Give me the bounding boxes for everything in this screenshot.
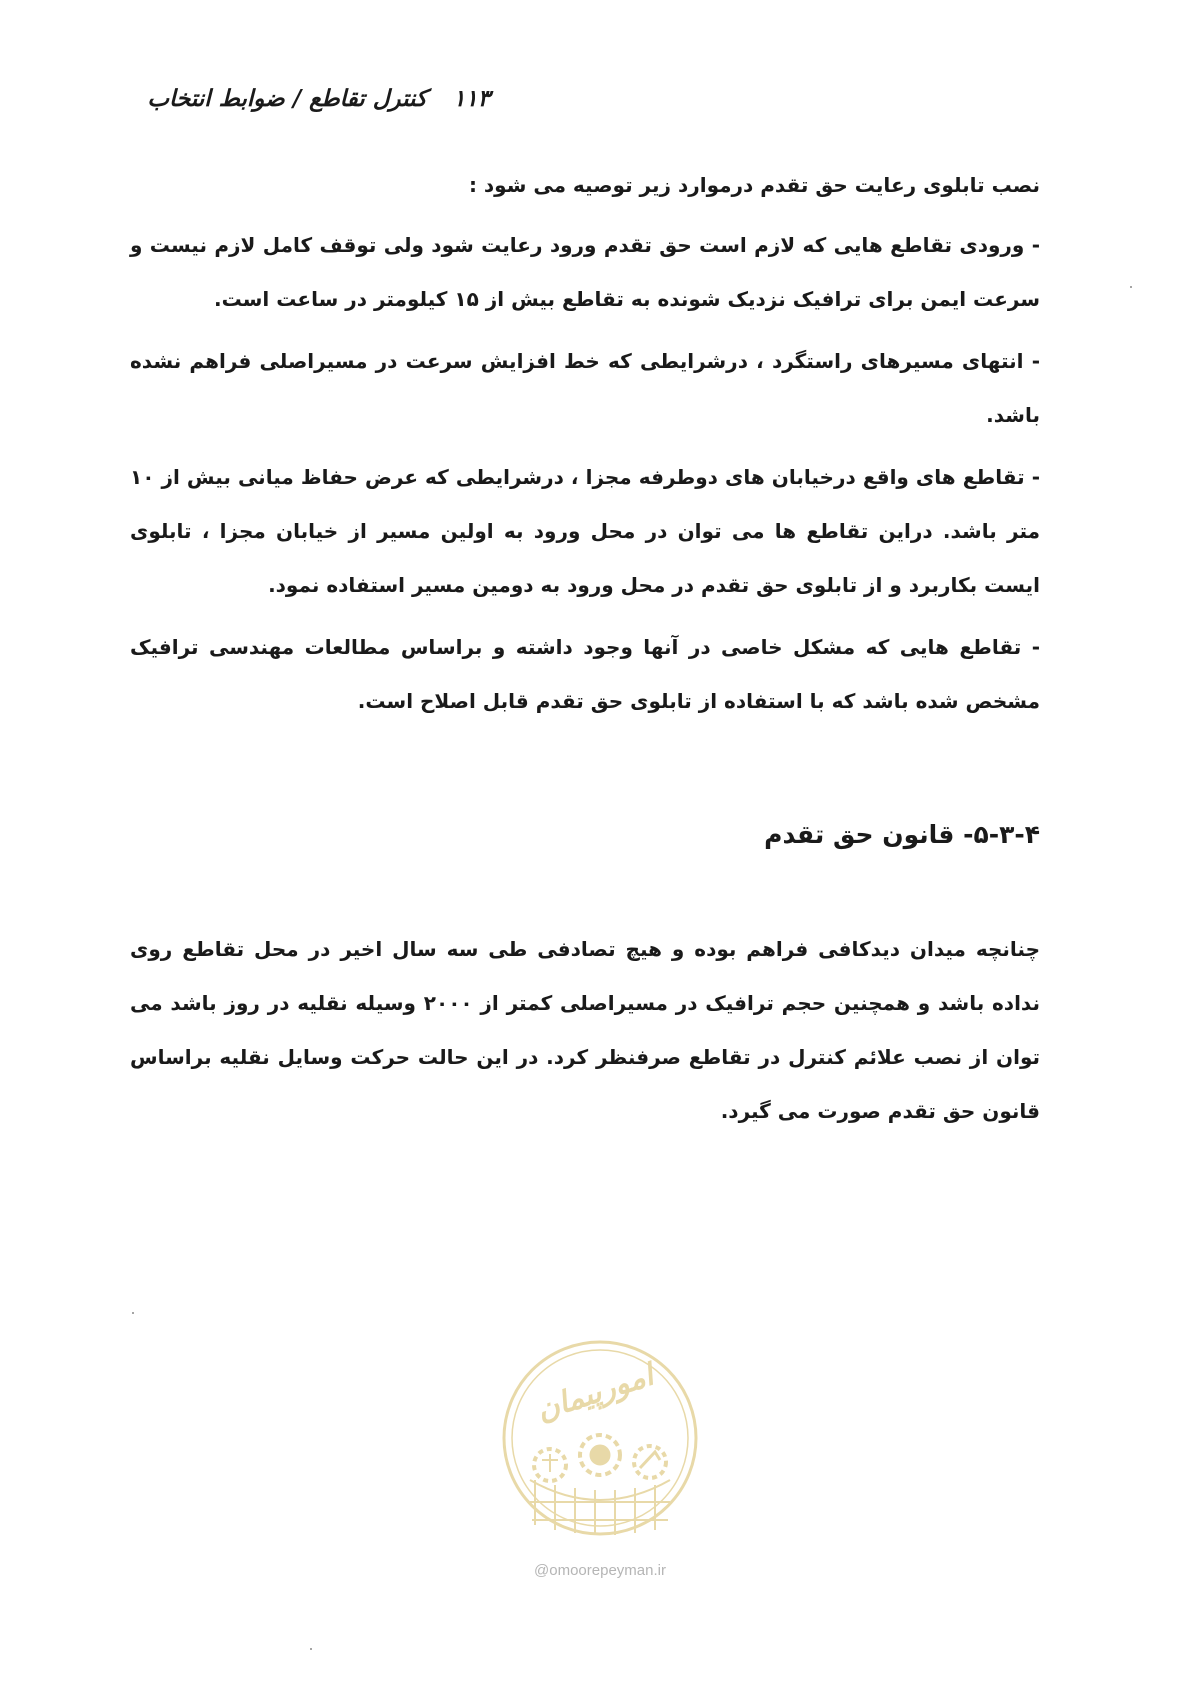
watermark-logo <box>490 1330 710 1560</box>
header-title: کنترل تقاطع / ضوابط انتخاب <box>147 84 427 112</box>
section-paragraph-text: چنانچه میدان دیدکافی فراهم بوده و هیچ تصادفی طی سه سال اخیر در محل تقاطع روی نداده باشد و همچنین حجم ترافیک در مسیراصلی کمتر از ۲۰۰۰ وسیله نقلیه در روز باشد می توان از نصب علائم کنترل در تقاطع صرفنظر کرد. در این حالت حرکت وسایل نقلیه براساس قانون حق تقدم صورت می گیرد. <box>130 937 1040 1123</box>
intro-line <box>130 158 1040 212</box>
scan-speck <box>310 1648 312 1650</box>
section-heading: ۵-۳-۴- قانون حق تقدم <box>764 820 1040 849</box>
watermark-url: @omoorepeyman.ir <box>534 1562 666 1579</box>
watermark-seal-icon <box>504 1342 696 1535</box>
bullet-item-4: - تقاطع هایی که مشکل خاصی در آنها وجود داشته و براساس مطالعات مهندسی ترافیک مشخص شده باشد که با استفاده از تابلوی حق تقدم قابل اصلاح است. <box>130 635 1040 713</box>
scan-speck <box>132 1312 134 1314</box>
scan-speck <box>1130 286 1132 288</box>
bullet-item-1: - ورودی تقاطع هایی که لازم است حق تقدم ورود رعایت شود ولی توقف کامل لازم نیست و سرعت ایمن برای ترافیک نزدیک شونده به تقاطع بیش از ۱۵ کیلومتر در ساعت است. <box>130 233 1040 311</box>
page-number: ۱۱۳ <box>452 84 490 112</box>
bullet-item-3: - تقاطع های واقع درخیابان های دوطرفه مجزا ، درشرایطی که عرض حفاظ میانی بیش از ۱۰ متر باشد. دراین تقاطع ها می توان در محل ورود به اولین مسیر از خیابان مجزا ، تابلوی ایست بکاربرد و از تابلوی حق تقدم در محل ورود به دومین مسیر استفاده نمود. <box>130 465 1040 597</box>
bullet-list <box>130 218 1040 736</box>
section-paragraph <box>130 922 1040 1138</box>
running-header <box>130 78 490 118</box>
watermark-logo-text: امورپیمان <box>532 1357 658 1429</box>
bullet-item-2: - انتهای مسیرهای راستگرد ، درشرایطی که خط افزایش سرعت در مسیراصلی فراهم نشده باشد. <box>130 349 1040 427</box>
intro-text: نصب تابلوی رعایت حق تقدم درموارد زیر توصیه می شود : <box>468 173 1040 197</box>
